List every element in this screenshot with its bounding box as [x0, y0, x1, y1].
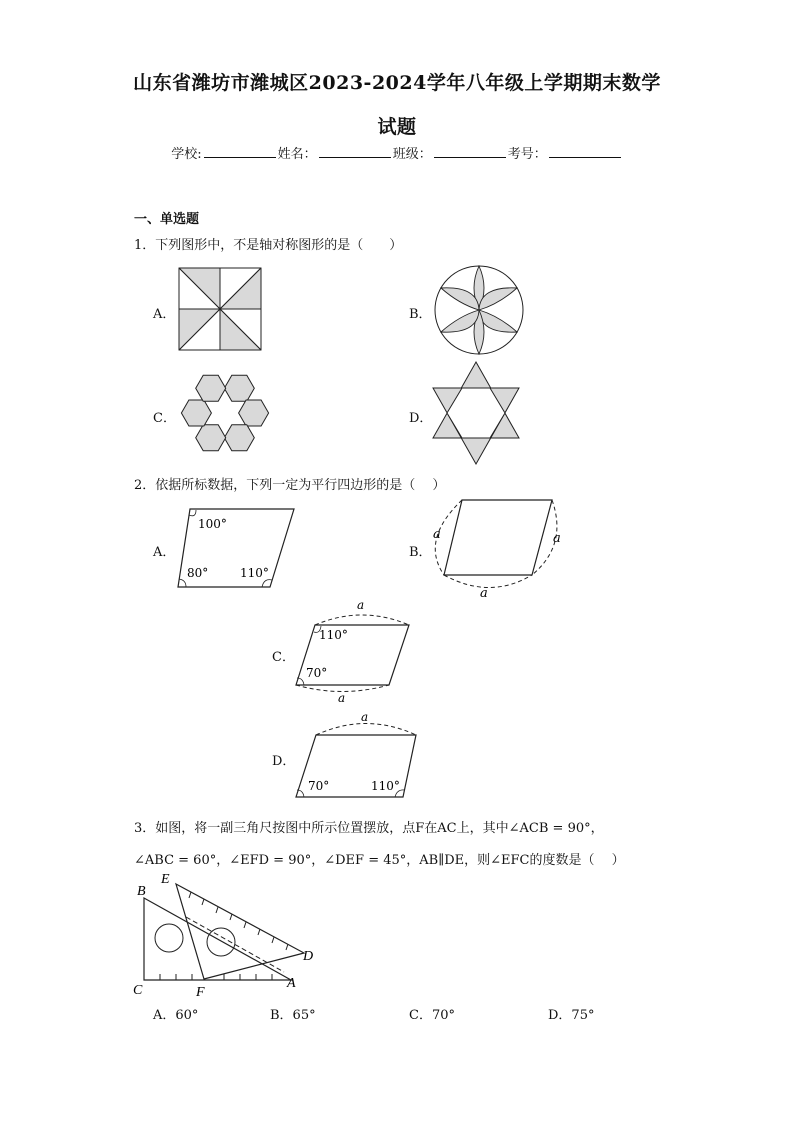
side-a-label-bottom: a [480, 586, 488, 601]
angle-70-label: 70° [306, 666, 328, 680]
point-b-label: B [137, 884, 146, 899]
side-a-label-top: a [361, 710, 369, 724]
q1-option-a-label: A． [153, 307, 176, 322]
q3-stem-line1: 3．如图，将一副三角尺按图中所示位置摆放，点F在AC上，其中∠ACB = 90°， [134, 821, 604, 836]
side-a-label-right: a [553, 531, 561, 546]
q1-option-d-label: D． [409, 411, 433, 426]
q3-option-b[interactable]: B．65° [270, 1008, 316, 1023]
page-title: 山东省潍坊市潍城区2023-2024学年八年级上学期期末数学 [133, 72, 661, 94]
school-label: 学校: [171, 147, 202, 162]
side-a-label-top: a [357, 598, 365, 612]
angle-70-label: 70° [308, 779, 330, 793]
page-title-cont: 试题 [377, 116, 417, 138]
angle-110-label: 110° [371, 779, 400, 793]
point-c-label: C [133, 983, 143, 998]
angle-80-label: 80° [187, 566, 209, 580]
q1-option-b-label: B． [409, 307, 432, 322]
angle-110-label: 110° [240, 566, 269, 580]
q2-option-c-label: C． [272, 650, 295, 665]
q3-option-d[interactable]: D．75° [548, 1008, 595, 1023]
point-e-label: E [161, 872, 170, 887]
q3-option-c[interactable]: C．70° [409, 1008, 455, 1023]
side-a-label-left: a [433, 527, 441, 542]
point-a-label: A [287, 976, 296, 991]
q2-option-b-label: B． [409, 545, 432, 560]
name-label: 姓名： [277, 147, 317, 162]
examno-label: 考号： [507, 147, 547, 162]
side-a-label-bottom: a [338, 691, 346, 705]
class-label: 班级： [392, 147, 432, 162]
point-d-label: D [303, 949, 314, 964]
point-f-label: F [196, 985, 205, 1000]
q3-option-a[interactable]: A．60° [153, 1008, 199, 1023]
angle-110-label: 110° [319, 628, 348, 642]
angle-100-label: 100° [198, 517, 227, 531]
q2-stem: 2．依据所标数据，下列一定为平行四边形的是（ ） [134, 478, 446, 493]
q1-option-c-label: C． [153, 411, 176, 426]
q2-option-a-label: A． [153, 545, 176, 560]
q3-stem-line2: ∠ABC = 60°，∠EFD = 90°，∠DEF = 45°，AB∥DE，则∠EFC的度数是（ ） [134, 853, 625, 868]
q2-option-d-label: D． [272, 754, 296, 769]
section-heading: 一、单选题 [134, 212, 200, 227]
q1-stem: 1．下列图形中，不是轴对称图形的是（ ） [134, 238, 403, 253]
